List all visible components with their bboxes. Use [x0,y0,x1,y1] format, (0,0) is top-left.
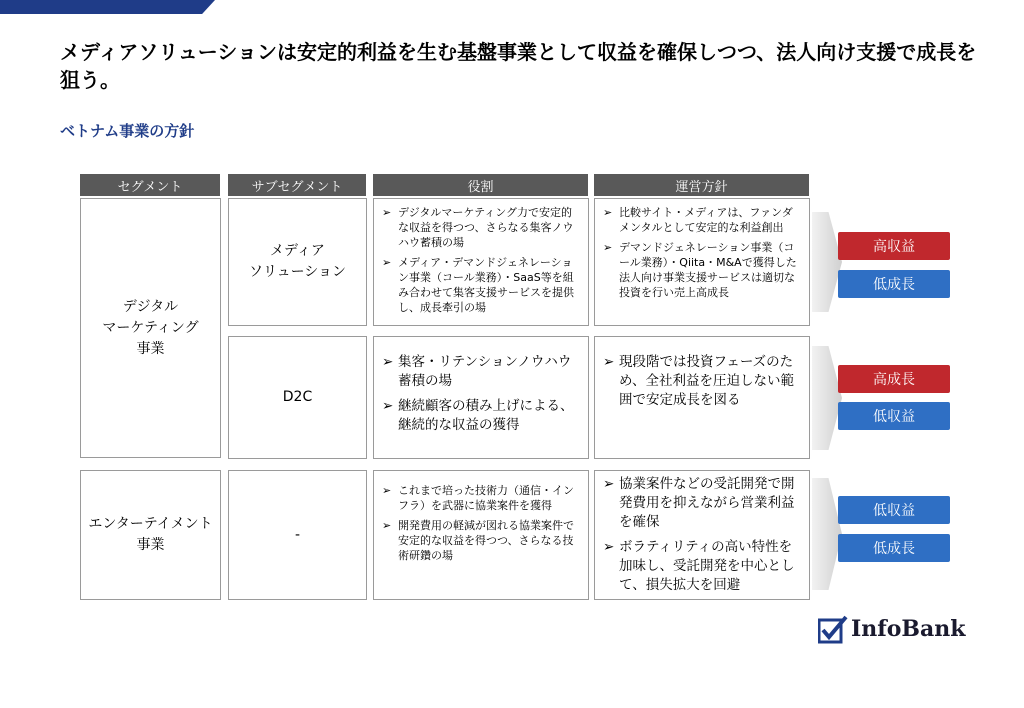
list-item: ➢ 開発費用の軽減が図れる協業案件で安定的な収益を得つつ、さらなる技術研鑽の場 [382,518,582,563]
list-item: ➢ 現段階では投資フェーズのため、全社利益を圧迫しない範囲で安定成長を図る [603,353,803,410]
list-item: ➢ デジタルマーケティング力で安定的な収益を得つつ、さらなる集客ノウハウ蓄積の場 [382,205,582,250]
header-role: 役割 [373,174,588,196]
segment-cell-digital-marketing [80,198,221,458]
subsegment-cell-d2c [228,336,367,459]
policy-cell [594,470,810,600]
role-cell [373,336,589,459]
policy-list [595,471,809,595]
role-cell [373,198,589,326]
subsegment-label: D2C [282,389,313,405]
policy-list [595,337,809,410]
list-item: ➢ 集客・リテンションノウハウ蓄積の場 [382,353,582,391]
logo-text: InfoBank [851,616,966,642]
section-subtitle: ベトナム事業の方針 [60,122,195,140]
status-badge: 低収益 [838,402,950,430]
list-item: ➢ これまで培った技術力（通信・インフラ）を武器に協業案件を獲得 [382,483,582,513]
top-accent-bar [0,0,215,14]
subsegment-cell-media-solution [228,198,367,326]
subsegment-cell-entertainment [228,470,367,600]
status-badge: 低成長 [838,270,950,298]
role-cell [373,470,589,600]
segment-label: エンターテイメント 事業 [88,516,213,553]
status-badge: 高収益 [838,232,950,260]
list-item: ➢ 協業案件などの受託開発で開発費用を抑えながら営業利益を確保 [603,475,803,532]
segment-label: デジタル マーケティング 事業 [102,298,199,357]
arrow-icon [812,346,842,450]
policy-cell [594,336,810,459]
status-badge: 高成長 [838,365,950,393]
header-subsegment: サブセグメント [228,174,366,196]
list-item: ➢ ボラティリティの高い特性を加味し、受託開発を中心として、損失拡大を回避 [603,538,803,595]
list-item: ➢ デマンドジェネレーション事業（コール業務）・Qiita・M&Aで獲得した法人向け事業支援サービスは適切な投資を行い売上高成長 [603,240,803,300]
checkmark-box-icon [818,614,848,644]
header-policy: 運営方針 [594,174,809,196]
status-badge: 低収益 [838,496,950,524]
header-segment: セグメント [80,174,220,196]
policy-cell [594,198,810,326]
page-headline: メディアソリューションは安定的利益を生む基盤事業として収益を確保しつつ、法人向け支援で成長を狙う。 [60,40,977,92]
list-item: ➢ メディア・デマンドジェネレーション事業（コール業務）・SaaS等を組み合わせて集客支援サービスを提供し、成長牽引の場 [382,255,582,315]
subsegment-label: - [294,526,301,543]
role-list [374,337,588,435]
status-badge: 低成長 [838,534,950,562]
list-item: ➢ 比較サイト・メディアは、ファンダメンタルとして安定的な利益創出 [603,205,803,235]
role-list [374,199,588,315]
infobank-logo [818,614,966,644]
policy-list [595,199,809,300]
segment-cell-entertainment [80,470,221,600]
subsegment-label: メディア ソリューション [248,243,347,280]
role-list [374,471,588,563]
list-item: ➢ 継続顧客の積み上げによる、継続的な収益の獲得 [382,397,582,435]
